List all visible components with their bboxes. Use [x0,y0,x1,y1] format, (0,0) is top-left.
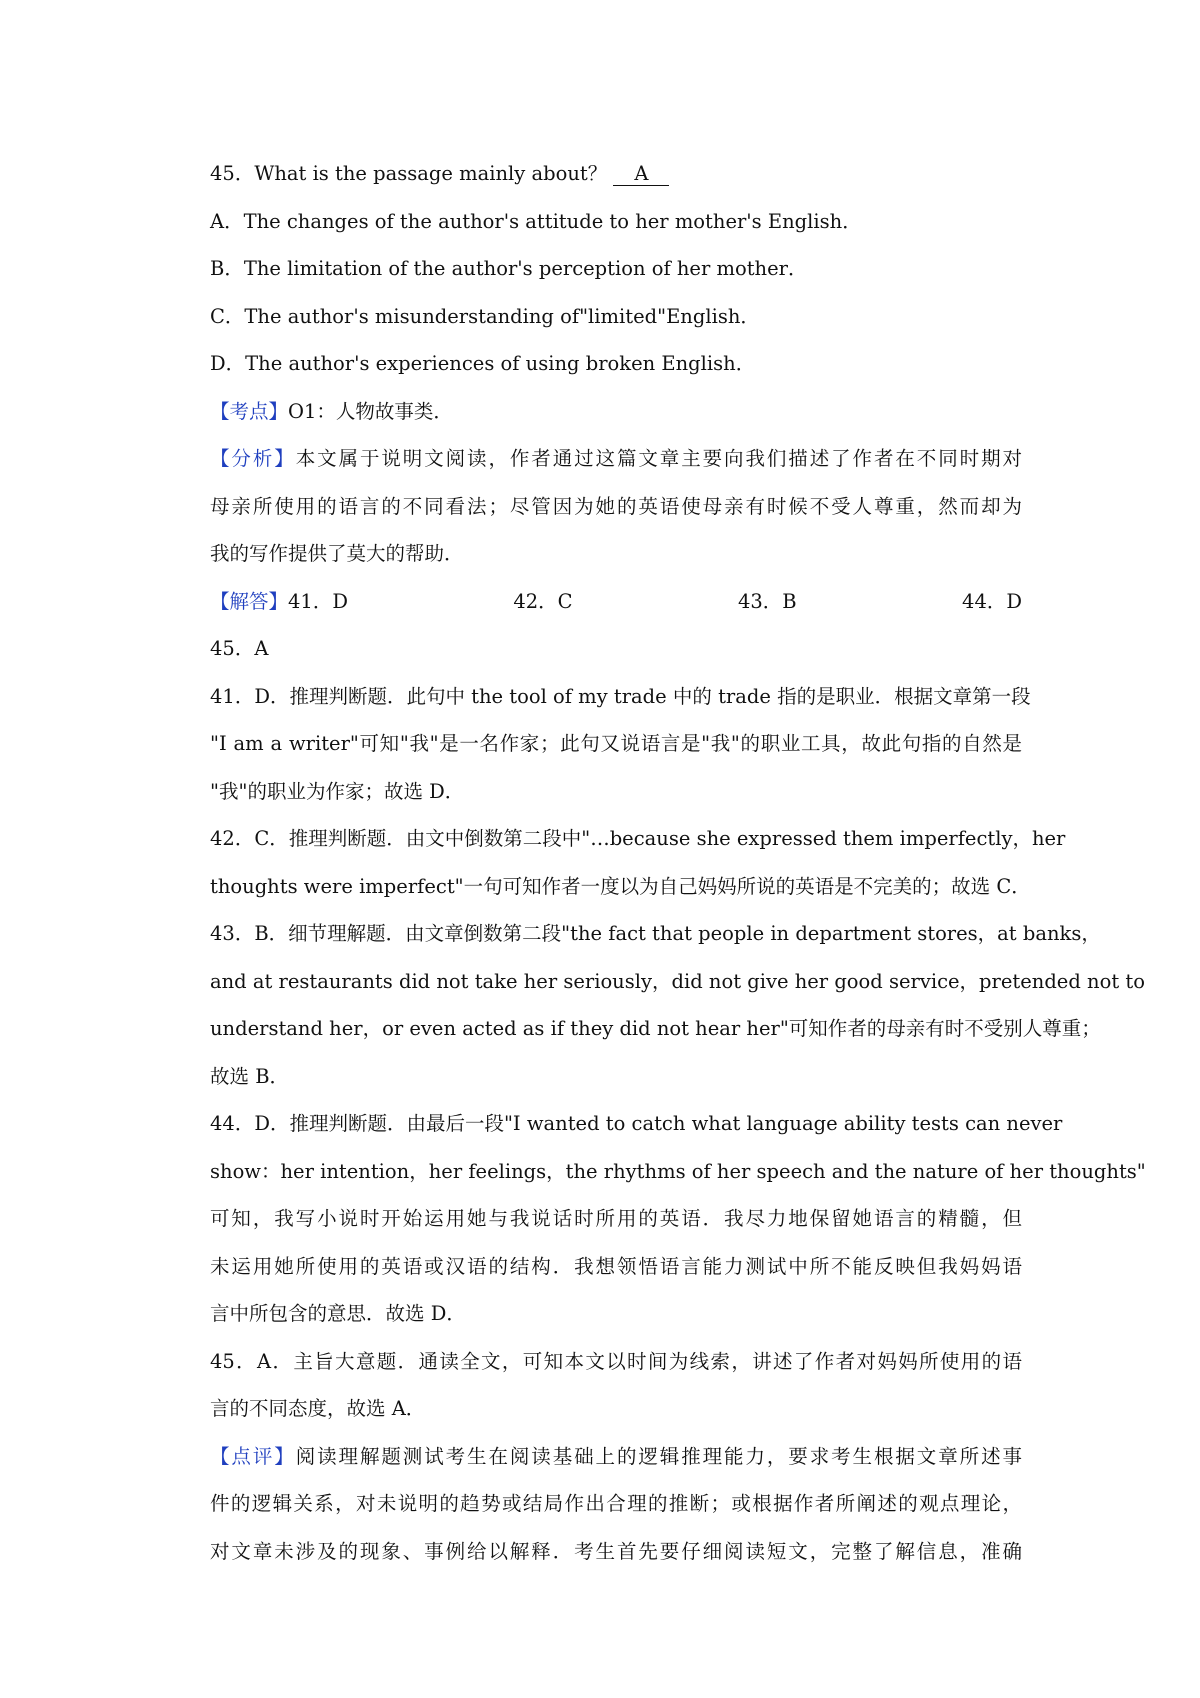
explanation-line: show：her intention，her feelings，the rhythms of her speech and the nature of her thoughts" [210,1159,1146,1183]
fenxi-line [210,435,1022,483]
dianping-text-line: 阅读理解题测试考生在阅读基础上的逻辑推理能力，要求考生根据文章所述事 [295,1444,1022,1468]
dianping-text-line: 件的逻辑关系，对未说明的趋势或结局作出合理的推断；或根据作者所阐述的观点理论， [210,1492,1022,1515]
option-c: C．The author's misunderstanding of"limited"English． [210,304,760,328]
fenxi-text-line: 本文属于说明文阅读，作者通过这篇文章主要向我们描述了作者在不同时期对 [295,447,1022,470]
explanation-line: 言中所包含的意思．故选 D． [210,1302,466,1325]
fenxi-tag: 【分析】 [210,447,296,470]
explanation-line: 未运用她所使用的英语或汉语的结构．我想领悟语言能力测试中所不能反映但我妈妈语 [210,1254,1022,1278]
kaodian-tag: 【考点】 [210,399,289,423]
option-a: A．The changes of the author's attitude to her mother's English． [210,209,862,233]
jieda-answer: 42．C [513,589,573,613]
explanation-line: and at restaurants did not take her seriously，did not give her good service，pretended not to [210,969,1145,993]
fenxi-text-line: 母亲所使用的语言的不同看法；尽管因为她的英语使母亲有时候不受人尊重，然而却为 [210,494,1022,518]
question-stem-line [210,150,1022,198]
jieda-last: 45．A [210,637,269,660]
jieda-line [210,578,1022,626]
jieda-first [210,578,348,626]
dianping-tag: 【点评】 [210,1444,296,1468]
jieda-answer: 41．D [288,589,348,613]
explanation-line: 45．A．主旨大意题．通读全文，可知本文以时间为线索，讲述了作者对妈妈所使用的语 [210,1349,1022,1373]
answer-blank: A [613,163,669,186]
explanation-line: 言的不同态度，故选 A． [210,1397,426,1420]
kaodian-text: O1：人物故事类． [288,399,453,423]
jieda-tag: 【解答】 [210,589,289,613]
explanation-line: understand her，or even acted as if they did not hear her"可知作者的母亲有时不受别人尊重； [210,1017,1101,1040]
jieda-answer: 44．D [962,589,1022,613]
explanation-line: 44．D．推理判断题．由最后一段"I wanted to catch what language ability tests can never [210,1112,1063,1135]
explanation-line: "我"的职业为作家；故选 D． [210,779,465,803]
jieda-answer: 43．B [737,589,797,613]
explanation-line: 43．B．细节理解题．由文章倒数第二段"the fact that people in department stores，at banks， [210,922,1101,945]
explanation-line: "I am a writer"可知"我"是一名作家；此句又说语言是"我"的职业工具，故此句指的自然是 [210,732,1022,755]
option-d: D．The author's experiences of using broken English． [210,352,756,375]
explanation-line: 故选 B． [210,1064,290,1088]
explanation-line: 42．C．推理判断题．由文中倒数第二段中"…because she expressed them imperfectly，her [210,827,1066,850]
explanation-line: 可知，我写小说时开始运用她与我说话时所用的英语．我尽力地保留她语言的精髓，但 [210,1207,1022,1230]
option-b: B．The limitation of the author's perception of her mother． [210,257,808,280]
dianping-text-line: 对文章未涉及的现象、事例给以解释．考生首先要仔细阅读短文，完整了解信息，准确 [210,1539,1022,1563]
question-stem: 45．What is the passage mainly about？ [210,162,608,185]
explanation-line: thoughts were imperfect"一句可知作者一度以为自己妈妈所说的英语是不完美的；故选 C． [210,874,1031,898]
explanation-line: 41．D．推理判断题．此句中 the tool of my trade 中的 trade 指的是职业．根据文章第一段 [210,684,1031,708]
dianping-line [210,1433,1022,1481]
fenxi-text-line: 我的写作提供了莫大的帮助． [210,542,464,565]
kaodian-line [210,388,1022,436]
document-page [210,150,1146,1575]
